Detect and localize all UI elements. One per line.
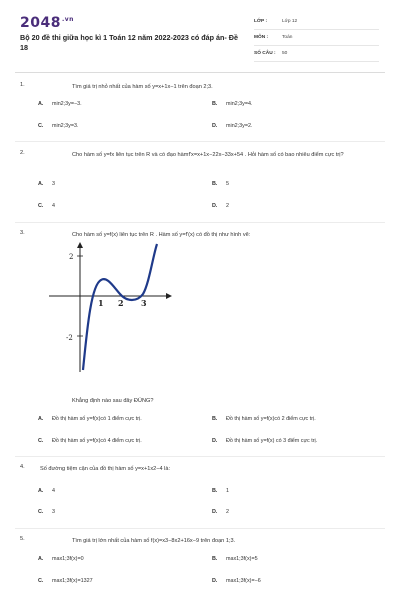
- meta-value: Lớp 12: [282, 19, 298, 24]
- option-letter: D.: [212, 438, 218, 444]
- meta-row-subject: [254, 30, 379, 46]
- question-prompt: Khẳng định nào sau đây ĐÚNG?: [72, 398, 154, 404]
- option-c[interactable]: [38, 578, 93, 584]
- option-text: min2;3y=4.: [226, 101, 253, 107]
- option-letter: B.: [212, 181, 218, 187]
- meta-row-count: [254, 46, 379, 62]
- option-b[interactable]: [212, 416, 316, 422]
- question-divider: [15, 456, 385, 457]
- option-text: 2: [226, 509, 229, 515]
- option-text: Đồ thị hàm số y=f(x)có 2 điểm cực trị.: [226, 416, 316, 422]
- option-text: Đồ thị hàm số y=f(x)có 4 điểm cực trị.: [52, 438, 142, 444]
- logo-tld: .vn: [61, 16, 74, 24]
- option-text: 3: [52, 509, 55, 515]
- option-text: 2: [226, 203, 229, 209]
- question-number: 5.: [20, 536, 25, 542]
- option-d[interactable]: [212, 578, 261, 584]
- document-title: Bộ 20 đề thi giữa học kì 1 Toán 12 năm 2022-2023 có đáp án- Đề 18: [20, 33, 238, 52]
- option-text: min2;3y=3.: [52, 123, 79, 129]
- option-a[interactable]: [38, 416, 142, 422]
- option-letter: A.: [38, 101, 44, 107]
- option-a[interactable]: [38, 556, 84, 562]
- meta-panel: [254, 14, 379, 62]
- option-letter: B.: [212, 416, 218, 422]
- site-logo[interactable]: [20, 15, 74, 31]
- question-number: 4.: [20, 464, 25, 470]
- option-d[interactable]: [212, 123, 253, 129]
- question-divider: [15, 222, 385, 223]
- question-number: 2.: [20, 150, 25, 156]
- option-c[interactable]: [38, 203, 55, 209]
- option-b[interactable]: [212, 101, 253, 107]
- option-letter: A.: [38, 488, 44, 494]
- question-divider: [15, 528, 385, 529]
- option-letter: C.: [38, 509, 44, 515]
- option-text: max1;3f(x)=1327: [52, 578, 93, 584]
- option-a[interactable]: [38, 488, 55, 494]
- option-text: 5: [226, 181, 229, 187]
- question-text: Cho hàm số y=f(x) liên tục trên R . Hàm số y=f'(x) có đồ thị như hình vẽ:: [72, 232, 251, 238]
- question-number: 3.: [20, 230, 25, 236]
- logo-text: 2048: [20, 15, 61, 31]
- option-letter: D.: [212, 123, 218, 129]
- option-b[interactable]: [212, 488, 229, 494]
- option-b[interactable]: [212, 556, 258, 562]
- option-text: 4: [52, 203, 55, 209]
- option-letter: A.: [38, 181, 44, 187]
- meta-row-class: [254, 14, 379, 30]
- meta-key: MÔN :: [254, 35, 269, 40]
- question-number: 1.: [20, 82, 25, 88]
- option-letter: A.: [38, 556, 44, 562]
- question-divider: [15, 141, 385, 142]
- option-text: 4: [52, 488, 55, 494]
- option-a[interactable]: [38, 101, 82, 107]
- option-text: max1;3f(x)=0: [52, 556, 84, 562]
- x-label-1: 1: [98, 298, 104, 308]
- option-d[interactable]: [212, 438, 317, 444]
- question-text: Cho hàm số y=fx liên tục trên R và có đạo hàmf'x=x+1x−22x−33x+54 . Hỏi hàm số có bao nhiêu điểm cực trị?: [72, 152, 344, 158]
- option-letter: C.: [38, 203, 44, 209]
- y-label-2: 2: [69, 253, 74, 261]
- option-letter: D.: [212, 203, 218, 209]
- option-letter: B.: [212, 488, 218, 494]
- option-text: min2;3y=−3.: [52, 101, 82, 107]
- option-letter: D.: [212, 509, 218, 515]
- option-text: max1;3f(x)=5: [226, 556, 258, 562]
- x-label-2: 2: [118, 298, 124, 308]
- x-label-3: 3: [141, 298, 147, 308]
- option-b[interactable]: [212, 181, 229, 187]
- option-letter: A.: [38, 416, 44, 422]
- option-letter: C.: [38, 578, 44, 584]
- option-text: 1: [226, 488, 229, 494]
- meta-key: LỚP :: [254, 19, 268, 24]
- y-label-minus-2: -2: [66, 334, 73, 342]
- option-c[interactable]: [38, 123, 79, 129]
- option-text: max1;3f(x)=−6: [226, 578, 261, 584]
- option-a[interactable]: [38, 181, 55, 187]
- option-letter: B.: [212, 101, 218, 107]
- header-divider: [15, 72, 385, 73]
- option-letter: B.: [212, 556, 218, 562]
- meta-value: Toán: [282, 35, 293, 40]
- option-d[interactable]: [212, 203, 229, 209]
- option-c[interactable]: [38, 509, 55, 515]
- option-text: Đồ thị hàm số y=f(x)có 1 điểm cực trị.: [52, 416, 142, 422]
- derivative-graph: [45, 240, 175, 375]
- option-letter: D.: [212, 578, 218, 584]
- option-c[interactable]: [38, 438, 142, 444]
- meta-key: SỐ CÂU :: [254, 51, 276, 56]
- option-text: min2;3y=2.: [226, 123, 253, 129]
- option-d[interactable]: [212, 509, 229, 515]
- option-letter: C.: [38, 123, 44, 129]
- question-text: Số đường tiệm cận của đồ thị hàm số y=x+1x2−4 là:: [40, 466, 171, 472]
- option-text: Đồ thị hàm số y=f(x) có 3 điểm cực trị.: [226, 438, 318, 444]
- question-text: Tìm giá trị nhỏ nhất của hàm số y=x+1x−1 trên đoạn 2;3.: [72, 84, 213, 90]
- option-letter: C.: [38, 438, 44, 444]
- question-text: Tìm giá trị lớn nhất của hàm số f(x)=x3−8x2+16x−9 trên đoạn 1;3.: [72, 538, 236, 544]
- option-text: 3: [52, 181, 55, 187]
- meta-value: 50: [282, 51, 288, 56]
